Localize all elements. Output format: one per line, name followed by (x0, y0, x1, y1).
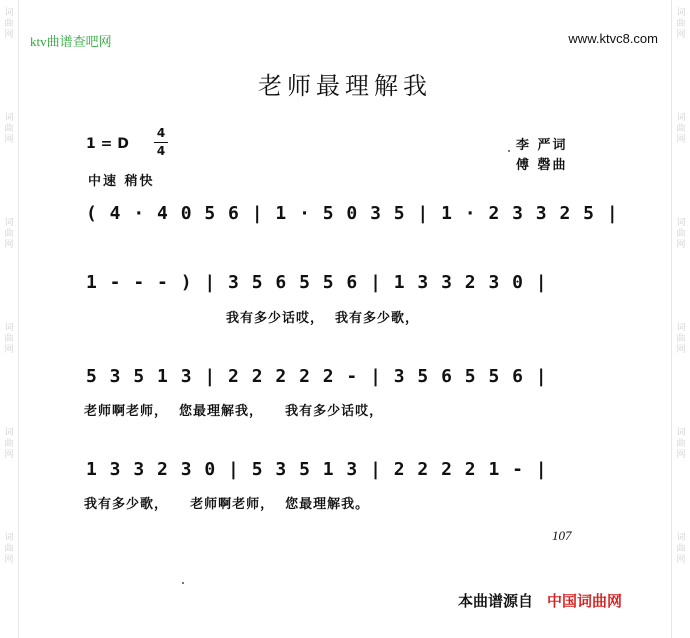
watermark-glyph: 网 (676, 240, 686, 250)
watermark-glyph: 网 (676, 135, 686, 145)
song-title: 老师最理解我 (258, 72, 432, 100)
print-speck (508, 150, 510, 152)
watermark-block (674, 428, 688, 461)
watermark-glyph: 曲 (4, 334, 14, 344)
watermark-glyph: 网 (4, 555, 14, 565)
time-signature-top: 4 (156, 126, 166, 140)
watermark-block (2, 218, 16, 251)
watermark-block (674, 533, 688, 566)
watermark-glyph: 曲 (676, 334, 686, 344)
watermark-glyph: 曲 (676, 439, 686, 449)
site-url-right: www.ktvc8.com (568, 31, 658, 46)
watermark-glyph: 曲 (676, 19, 686, 29)
score-line-4-notes: 1 3 3 2 3 0 | 5 3 5 1 3 | 2 2 2 2 1 - | (86, 459, 548, 480)
watermark-glyph: 曲 (4, 124, 14, 134)
watermark-glyph: 词 (676, 428, 686, 438)
watermark-glyph: 网 (4, 30, 14, 40)
lyricist-credit: 李 严词 (516, 138, 568, 153)
watermark-block (2, 428, 16, 461)
watermark-glyph: 网 (4, 135, 14, 145)
watermark-glyph: 词 (676, 323, 686, 333)
key-signature: 1 = D (86, 136, 129, 152)
watermark-glyph: 词 (4, 428, 14, 438)
watermark-glyph: 曲 (4, 229, 14, 239)
watermark-glyph: 曲 (4, 19, 14, 29)
watermark-glyph: 网 (676, 450, 686, 460)
watermark-glyph: 曲 (4, 544, 14, 554)
watermark-glyph: 曲 (676, 124, 686, 134)
time-signature-bottom: 4 (156, 144, 166, 158)
score-line-2-notes: 1 - - - ) | 3 5 6 5 5 6 | 1 3 3 2 3 0 | (86, 272, 548, 293)
watermark-glyph: 网 (4, 450, 14, 460)
score-line-2-lyrics: 我有多少话哎， 我有多少歌， (226, 311, 420, 326)
watermark-glyph: 曲 (676, 544, 686, 554)
print-speck (182, 582, 184, 584)
footer-brand-link[interactable]: 中国词曲网 (547, 592, 623, 610)
site-name-left: ktv曲谱查吧网 (30, 34, 112, 49)
page-number: 107 (552, 528, 572, 543)
watermark-block (674, 218, 688, 251)
watermark-glyph: 词 (4, 533, 14, 543)
watermark-glyph: 网 (4, 345, 14, 355)
watermark-glyph: 词 (4, 113, 14, 123)
watermark-glyph: 曲 (676, 229, 686, 239)
watermark-block (674, 323, 688, 356)
watermark-block (2, 533, 16, 566)
score-line-3-notes: 5 3 5 1 3 | 2 2 2 2 2 - | 3 5 6 5 5 6 | (86, 366, 548, 387)
watermark-glyph: 词 (676, 533, 686, 543)
score-line-4-lyrics: 我有多少歌， 老师啊老师， 您最理解我。 (84, 497, 370, 512)
watermark-glyph: 词 (4, 8, 14, 18)
watermark-block (2, 113, 16, 146)
watermark-glyph: 网 (676, 555, 686, 565)
time-signature (154, 126, 168, 159)
watermark-glyph: 词 (4, 323, 14, 333)
watermark-glyph: 网 (676, 30, 686, 40)
watermark-glyph: 词 (4, 218, 14, 228)
watermark-glyph: 曲 (4, 439, 14, 449)
watermark-glyph: 网 (4, 240, 14, 250)
watermark-block (2, 323, 16, 356)
tempo-marking: 中速 稍快 (88, 174, 155, 189)
footer-source (458, 590, 622, 611)
score-line-1-notes: ( 4 · 4 0 5 6 | 1 · 5 0 3 5 | 1 · 2 3 3 2 5 | (86, 203, 619, 224)
composer-credit: 傅 磬曲 (516, 158, 568, 173)
footer-source-label: 本曲谱源自 (458, 592, 534, 610)
watermark-block (674, 113, 688, 146)
watermark-block (674, 8, 688, 41)
time-signature-divider (154, 142, 168, 143)
watermark-glyph: 词 (676, 113, 686, 123)
score-line-3-lyrics: 老师啊老师， 您最理解我， 我有多少话哎， (84, 404, 384, 419)
watermark-glyph: 词 (676, 8, 686, 18)
watermark-block (2, 8, 16, 41)
watermark-glyph: 网 (676, 345, 686, 355)
watermark-glyph: 词 (676, 218, 686, 228)
